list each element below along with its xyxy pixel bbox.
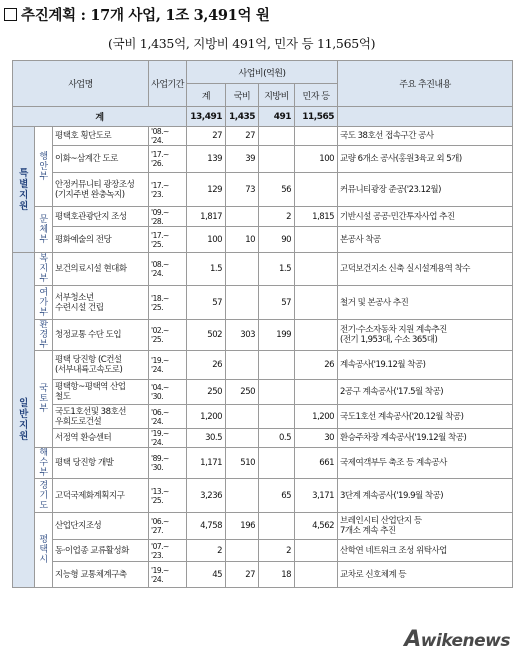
cost-total: 1,200 <box>187 405 226 429</box>
project-period: '08.~ '24. <box>149 127 187 146</box>
project-notes: 국도1호선 계속공사('20.12월 착공) <box>338 405 513 429</box>
ministry-label-haesu: 해수 부 <box>35 448 53 479</box>
table-row <box>13 448 513 479</box>
project-name: 동·이업종 교류활성화 <box>53 540 149 562</box>
cost-national <box>226 351 259 380</box>
cost-private <box>295 253 338 286</box>
cost-private <box>295 540 338 562</box>
project-period: '17.~ '23. <box>149 173 187 207</box>
project-period: '17.~ '26. <box>149 146 187 173</box>
table-row <box>13 253 513 286</box>
ministry-label-yeoga: 여가 부 <box>35 286 53 320</box>
col-header-national: 국비 <box>226 84 259 107</box>
project-period: '19.~ '24. <box>149 351 187 380</box>
group-label-general: 일반 지원 <box>13 253 35 588</box>
table-row <box>13 320 513 351</box>
cost-total: 100 <box>187 227 226 253</box>
cost-total: 45 <box>187 562 226 588</box>
table-row <box>13 479 513 513</box>
cost-national <box>226 540 259 562</box>
cost-local: 18 <box>259 562 295 588</box>
project-name: 서부청소년 수련시설 건립 <box>53 286 149 320</box>
cost-private: 661 <box>295 448 338 479</box>
project-name: 산업단지조성 <box>53 513 149 540</box>
ministry-label-gukto: 국토 부 <box>35 351 53 448</box>
project-period: '18.~ '25. <box>149 286 187 320</box>
project-notes: 전기·수소자동차 지원 계속추진 (전기 1,953대, 수소 365대) <box>338 320 513 351</box>
watermark-text: wikenews <box>420 631 510 651</box>
cost-private: 3,171 <box>295 479 338 513</box>
cost-private: 100 <box>295 146 338 173</box>
table-row <box>13 286 513 320</box>
cost-national <box>226 429 259 448</box>
cost-total: 3,236 <box>187 479 226 513</box>
col-header-total: 계 <box>187 84 226 107</box>
project-notes: 교차로 신호체계 등 <box>338 562 513 588</box>
cost-total: 57 <box>187 286 226 320</box>
project-notes: 브레인시티 산업단지 등 7개소 계속 추진 <box>338 513 513 540</box>
table-row <box>13 351 513 380</box>
project-notes: 철거 및 본공사 추진 <box>338 286 513 320</box>
cost-national: 510 <box>226 448 259 479</box>
project-period: '06.~ '24. <box>149 405 187 429</box>
table-row <box>13 405 513 429</box>
cost-total: 1,171 <box>187 448 226 479</box>
cost-private <box>295 286 338 320</box>
project-name: 이화~삼계간 도로 <box>53 146 149 173</box>
project-period: '04.~ '30. <box>149 380 187 405</box>
project-name: 청정교통 수단 도입 <box>53 320 149 351</box>
project-notes: 기반시설 공공·민간투자사업 추진 <box>338 207 513 227</box>
col-header-private: 민자 등 <box>295 84 338 107</box>
ministry-label-gyeonggi: 경기 도 <box>35 479 53 513</box>
table-row <box>13 227 513 253</box>
project-notes: 국제여객부두 축조 등 계속공사 <box>338 448 513 479</box>
cost-local: 56 <box>259 173 295 207</box>
table-row <box>13 127 513 146</box>
cost-private <box>295 127 338 146</box>
cost-local <box>259 127 295 146</box>
total-private: 11,565 <box>295 107 338 127</box>
project-name: 평화예술의 전당 <box>53 227 149 253</box>
project-name: 평택호 횡단도로 <box>53 127 149 146</box>
cost-private <box>295 562 338 588</box>
table-row <box>13 540 513 562</box>
table-row <box>13 380 513 405</box>
cost-national <box>226 479 259 513</box>
project-period: '13.~ '25. <box>149 479 187 513</box>
checkbox-square-icon <box>4 8 17 21</box>
project-notes: 커뮤니티광장 준공('23.12월) <box>338 173 513 207</box>
project-period: '09.~ '28. <box>149 207 187 227</box>
project-period: '06.~ '27. <box>149 513 187 540</box>
col-header-notes: 주요 추진내용 <box>338 61 513 107</box>
cost-total: 1.5 <box>187 253 226 286</box>
cost-local <box>259 146 295 173</box>
cost-total: 250 <box>187 380 226 405</box>
project-notes: 교량 6개소 공사(홍원3육교 외 5개) <box>338 146 513 173</box>
cost-national: 39 <box>226 146 259 173</box>
cost-private <box>295 173 338 207</box>
project-period: '19.~ '24. <box>149 562 187 588</box>
cost-local <box>259 513 295 540</box>
col-header-local: 지방비 <box>259 84 295 107</box>
cost-total: 4,758 <box>187 513 226 540</box>
project-name: 평택호관광단지 조성 <box>53 207 149 227</box>
project-period: '02.~ '25. <box>149 320 187 351</box>
cost-local <box>259 405 295 429</box>
cost-national: 27 <box>226 127 259 146</box>
cost-local: 2 <box>259 540 295 562</box>
total-cost: 13,491 <box>187 107 226 127</box>
table-row <box>13 173 513 207</box>
cost-national <box>226 405 259 429</box>
cost-private <box>295 320 338 351</box>
watermark-logo: A <box>404 627 421 652</box>
ministry-label-hwangyeong: 환경 부 <box>35 320 53 351</box>
cost-total: 139 <box>187 146 226 173</box>
cost-national <box>226 286 259 320</box>
cost-local: 57 <box>259 286 295 320</box>
ministry-label-munche: 문체 부 <box>35 207 53 253</box>
col-header-period: 사업기간 <box>149 61 187 107</box>
project-name: 평택 당진항 (C컨설 (서부내륙고속도로) <box>53 351 149 380</box>
col-header-name: 사업명 <box>13 61 149 107</box>
project-table <box>12 60 513 588</box>
table-row <box>13 513 513 540</box>
cost-private: 4,562 <box>295 513 338 540</box>
cost-private: 1,815 <box>295 207 338 227</box>
plan-title-text: 추진계획 : 17개 사업, 1조 3,491억 원 <box>21 7 270 24</box>
cost-private: 30 <box>295 429 338 448</box>
project-name: 안정커뮤니티 광장조성 (기지주변 완충녹지) <box>53 173 149 207</box>
cost-total: 129 <box>187 173 226 207</box>
project-period: '08.~ '24. <box>149 253 187 286</box>
project-notes: 본공사 착공 <box>338 227 513 253</box>
cost-national: 303 <box>226 320 259 351</box>
cost-local: 199 <box>259 320 295 351</box>
total-national: 1,435 <box>226 107 259 127</box>
total-row <box>13 107 513 127</box>
col-header-cost: 사업비(억원) <box>187 61 338 84</box>
cost-total: 2 <box>187 540 226 562</box>
cost-national <box>226 253 259 286</box>
cost-local <box>259 351 295 380</box>
total-local: 491 <box>259 107 295 127</box>
project-name: 평택 당진항 개발 <box>53 448 149 479</box>
table-row <box>13 562 513 588</box>
cost-national: 27 <box>226 562 259 588</box>
project-name: 고덕국제화계획지구 <box>53 479 149 513</box>
cost-national: 10 <box>226 227 259 253</box>
project-period: '17.~ '25. <box>149 227 187 253</box>
cost-private <box>295 380 338 405</box>
cost-total: 502 <box>187 320 226 351</box>
cost-local: 65 <box>259 479 295 513</box>
cost-local <box>259 448 295 479</box>
cost-total: 1,817 <box>187 207 226 227</box>
watermark <box>404 627 510 652</box>
project-notes: 고덕보건지소 신축 실시설계용역 착수 <box>338 253 513 286</box>
project-name: 평택항~평택역 산업 철도 <box>53 380 149 405</box>
cost-total: 30.5 <box>187 429 226 448</box>
cost-local: 0.5 <box>259 429 295 448</box>
cost-local: 1.5 <box>259 253 295 286</box>
project-name: 지능형 교통체계구축 <box>53 562 149 588</box>
ministry-label-pyeongtaek: 평택 시 <box>35 513 53 588</box>
cost-total: 26 <box>187 351 226 380</box>
project-name: 보건의료시설 현대화 <box>53 253 149 286</box>
table-row <box>13 146 513 173</box>
project-period: '89.~ '30. <box>149 448 187 479</box>
total-label: 계 <box>13 107 187 127</box>
group-label-special: 특별 지원 <box>13 127 35 253</box>
project-name: 서정역 환승센터 <box>53 429 149 448</box>
table-row <box>13 429 513 448</box>
cost-private: 26 <box>295 351 338 380</box>
cost-total: 27 <box>187 127 226 146</box>
cost-local: 2 <box>259 207 295 227</box>
cost-private <box>295 227 338 253</box>
project-notes: 계속공사('19.12월 착공) <box>338 351 513 380</box>
cost-national: 196 <box>226 513 259 540</box>
plan-title <box>4 4 270 25</box>
plan-subtitle: (국비 1,435억, 지방비 491억, 민자 등 11,565억) <box>108 36 376 51</box>
cost-local: 90 <box>259 227 295 253</box>
project-notes: 3단계 계속공사('19.9월 착공) <box>338 479 513 513</box>
cost-private: 1,200 <box>295 405 338 429</box>
table-row <box>13 207 513 227</box>
project-notes: 산학연 네트워크 조성 위탁사업 <box>338 540 513 562</box>
project-name: 국도1호선및 38호선 우회도로건설 <box>53 405 149 429</box>
project-period: '07.~ '23. <box>149 540 187 562</box>
ministry-label-haengan: 행안 부 <box>35 127 53 207</box>
project-notes: 환승주차장 계속공사('19.12월 착공) <box>338 429 513 448</box>
cost-national <box>226 207 259 227</box>
project-notes: 국도 38호선 접속구간 공사 <box>338 127 513 146</box>
cost-national: 250 <box>226 380 259 405</box>
cost-national: 73 <box>226 173 259 207</box>
project-notes: 2공구 계속공사('17.5월 착공) <box>338 380 513 405</box>
ministry-label-bokji: 복지 부 <box>35 253 53 286</box>
cost-local <box>259 380 295 405</box>
project-period: '19.~ '24. <box>149 429 187 448</box>
